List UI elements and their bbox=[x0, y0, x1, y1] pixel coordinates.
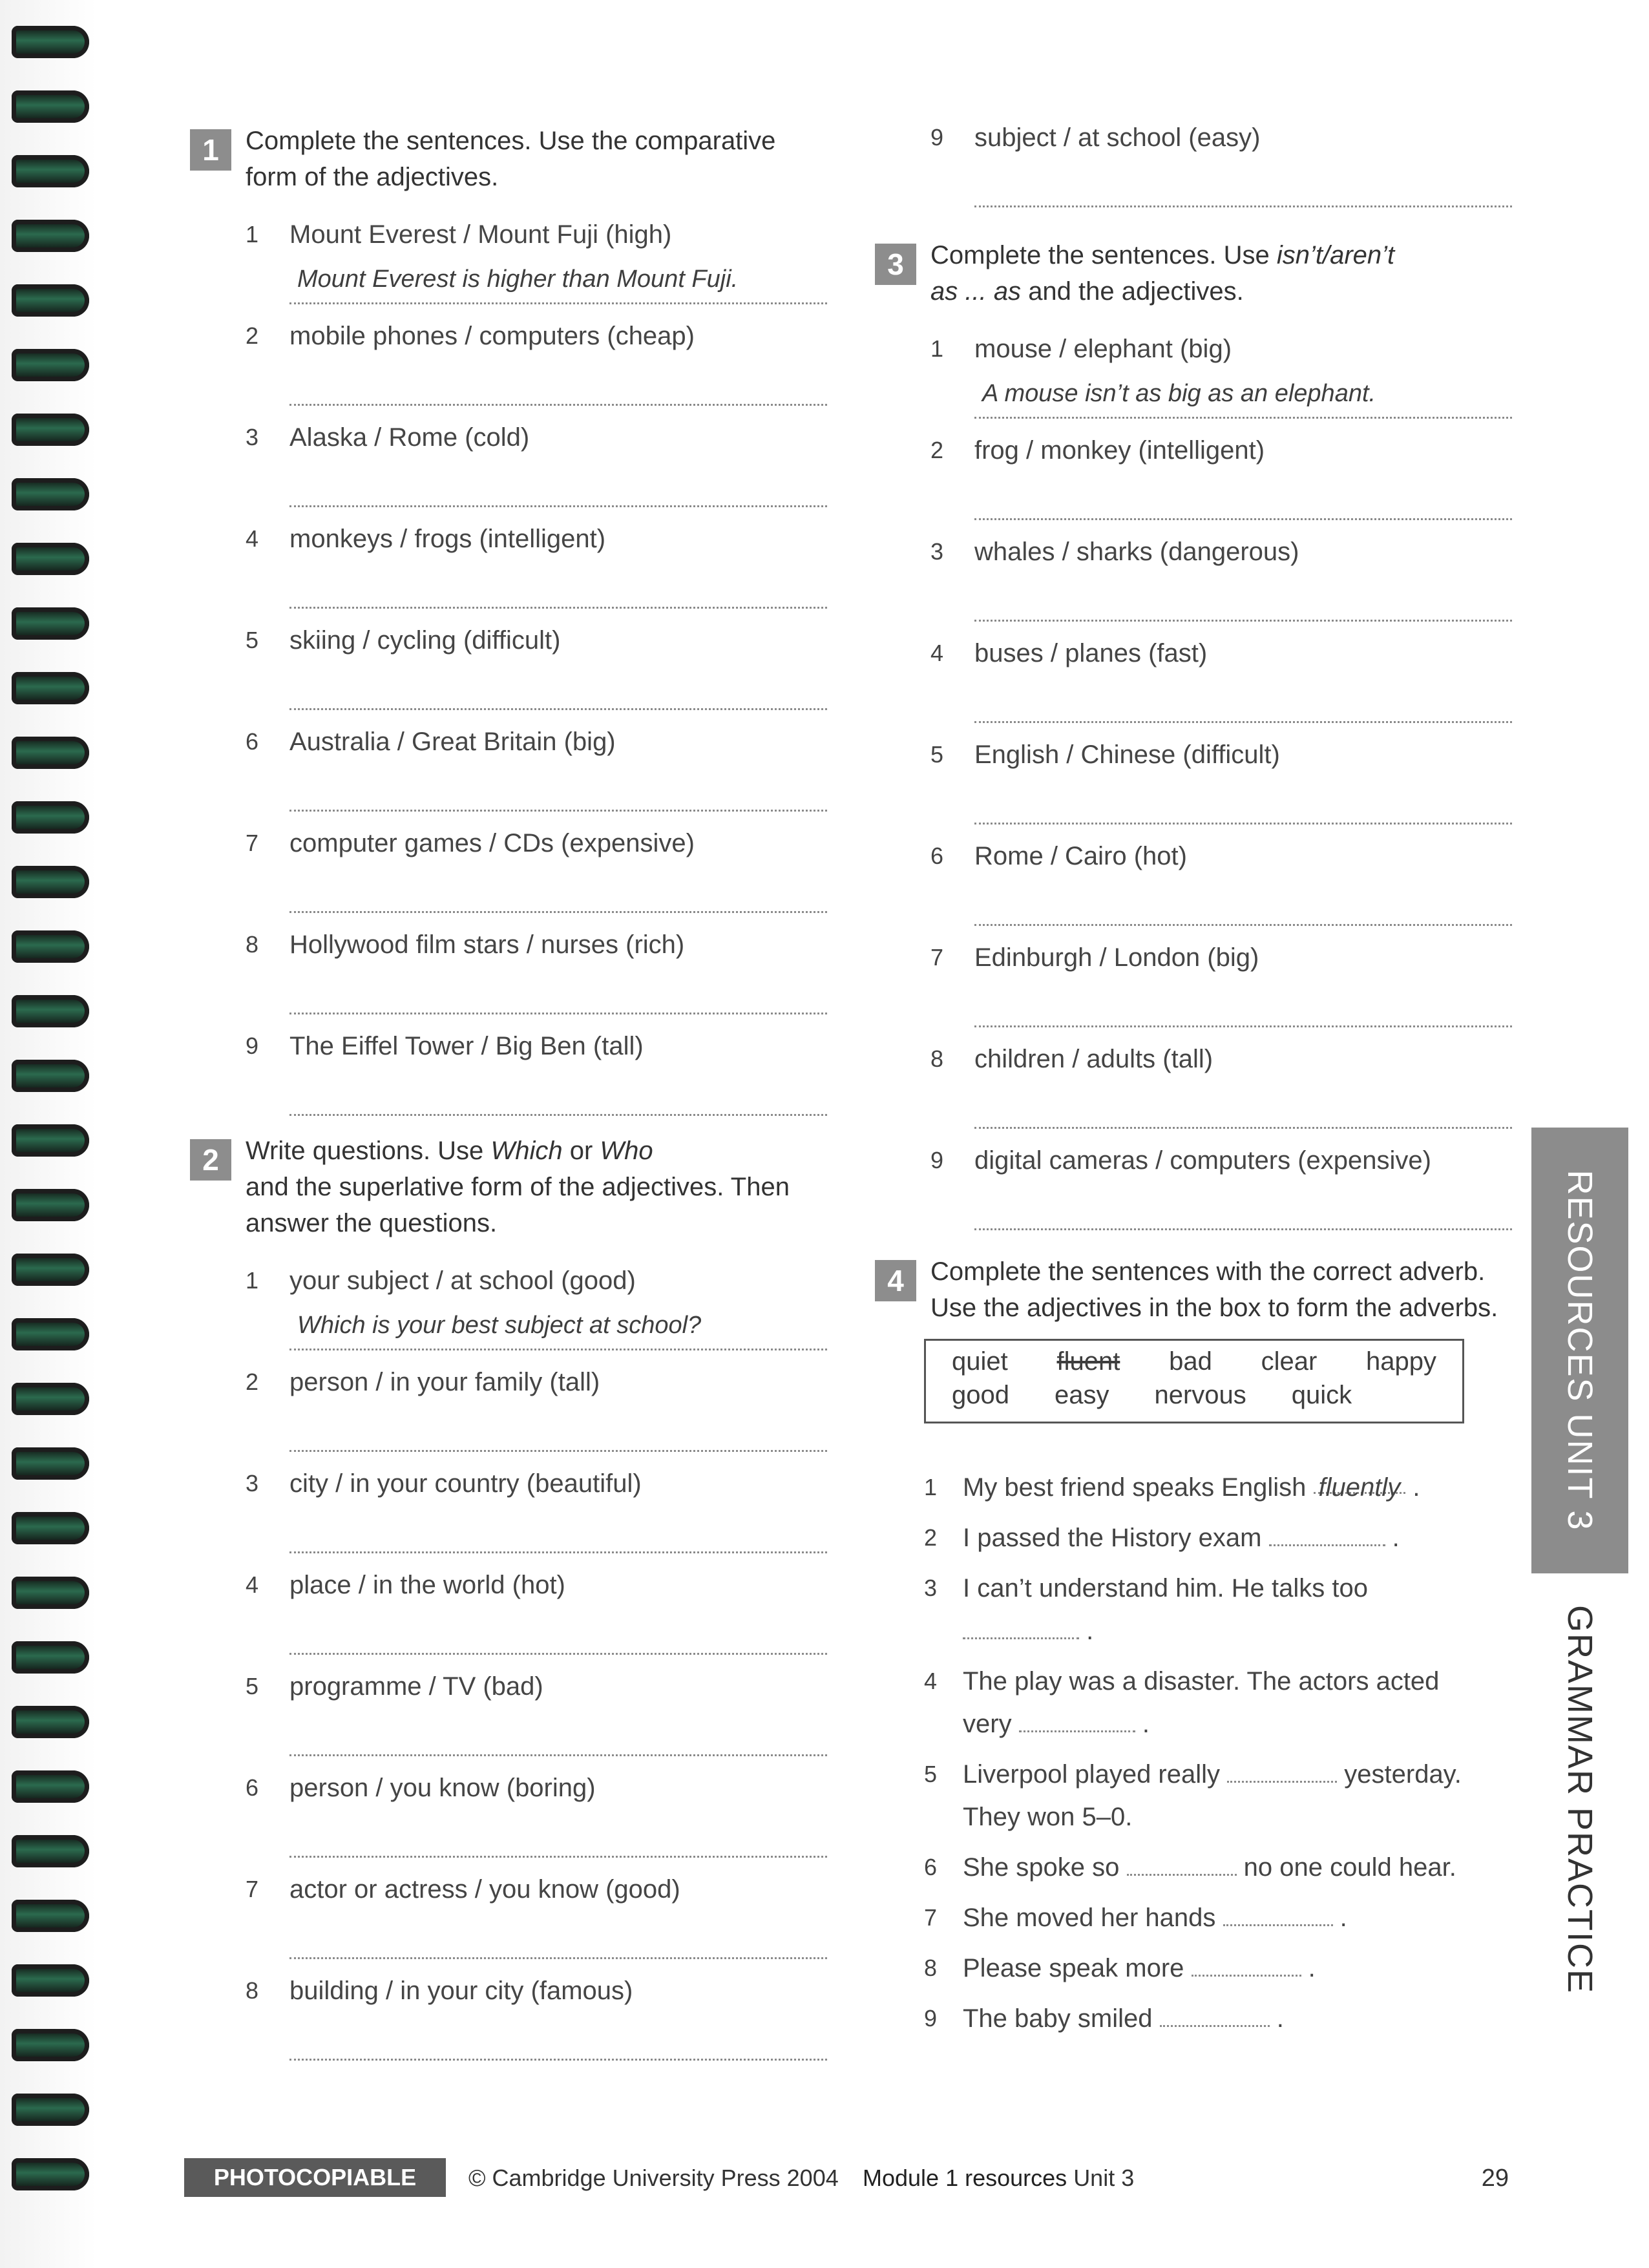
instruction-text: Write questions. Use bbox=[246, 1137, 484, 1165]
exercise-number-badge: 1 bbox=[190, 129, 231, 171]
blank-line[interactable] bbox=[1127, 1848, 1237, 1876]
item-number: 2 bbox=[246, 322, 259, 349]
item-prompt: building / in your city (famous) bbox=[289, 1977, 633, 2005]
binding-ring bbox=[12, 1641, 89, 1674]
word-box-word: easy bbox=[1054, 1381, 1109, 1409]
section-tab bbox=[1531, 1128, 1628, 1573]
sentence-start: Liverpool played really bbox=[963, 1760, 1221, 1789]
word-box-word: quick bbox=[1291, 1381, 1352, 1409]
item-prompt: actor or actress / you know (good) bbox=[289, 1875, 680, 1904]
exercise-4-heading bbox=[866, 1254, 1512, 1326]
exercise-item bbox=[924, 1947, 1512, 1990]
sentence-end: yesterday. They won 5–0. bbox=[963, 1760, 1462, 1831]
word-box-word: clear bbox=[1261, 1347, 1318, 1376]
sentence-end: no one could hear. bbox=[1243, 1853, 1456, 1882]
item-prompt: subject / at school (easy) bbox=[974, 123, 1261, 152]
exercise-item bbox=[930, 1146, 1512, 1247]
item-number: 1 bbox=[924, 1474, 938, 1500]
exercise-item bbox=[246, 1672, 827, 1773]
answer-line[interactable] bbox=[289, 2035, 827, 2061]
item-number: 6 bbox=[246, 1774, 259, 1801]
item-prompt: your subject / at school (good) bbox=[289, 1266, 636, 1295]
exercise-item bbox=[924, 1660, 1493, 1745]
sentence-end: . bbox=[1276, 2004, 1284, 2033]
exercise-item bbox=[930, 638, 1512, 740]
item-prompt: digital cameras / computers (expensive) bbox=[974, 1146, 1431, 1175]
answer-line[interactable] bbox=[289, 1091, 827, 1116]
exercise-2-items bbox=[246, 1266, 827, 2077]
blank-line[interactable] bbox=[1223, 1898, 1333, 1926]
exercise-instruction bbox=[930, 237, 1512, 310]
sentence-start: My best friend speaks English bbox=[963, 1473, 1307, 1502]
answer-line[interactable] bbox=[289, 685, 827, 710]
answer-line[interactable] bbox=[289, 888, 827, 913]
answer-line[interactable] bbox=[974, 1104, 1512, 1129]
exercise-item bbox=[930, 537, 1512, 638]
exercise-item bbox=[246, 321, 827, 423]
item-number: 7 bbox=[930, 944, 944, 971]
copyright-notice: © Cambridge University Press 2004 bbox=[468, 2165, 839, 2191]
item-number: 9 bbox=[924, 2005, 938, 2032]
instruction-text: and the adjectives. bbox=[1028, 277, 1244, 306]
exercise-instruction bbox=[246, 1133, 827, 1241]
word-box-word: happy bbox=[1366, 1347, 1436, 1376]
item-number: 5 bbox=[930, 741, 944, 768]
binding-ring bbox=[12, 1900, 89, 1932]
exercise-item bbox=[246, 930, 827, 1031]
item-prompt: programme / TV (bad) bbox=[289, 1672, 543, 1701]
binding-ring bbox=[12, 1189, 89, 1221]
item-prompt: monkeys / frogs (intelligent) bbox=[289, 525, 606, 553]
item-prompt: frog / monkey (intelligent) bbox=[974, 436, 1265, 465]
exercise-number-badge: 4 bbox=[875, 1260, 916, 1301]
item-number: 5 bbox=[246, 627, 259, 653]
sentence-start: Please speak more bbox=[963, 1954, 1184, 1982]
binding-ring bbox=[12, 26, 89, 58]
item-number: 4 bbox=[246, 525, 259, 552]
binding-ring bbox=[12, 90, 89, 123]
exercise-item bbox=[930, 334, 1512, 436]
answer-line[interactable] bbox=[289, 1630, 827, 1655]
item-number: 2 bbox=[924, 1524, 938, 1551]
right-column bbox=[866, 123, 1512, 2126]
item-number: 3 bbox=[924, 1575, 938, 1601]
exercise-item bbox=[246, 1266, 827, 1367]
answer-line[interactable] bbox=[974, 1002, 1512, 1027]
page-footer bbox=[184, 2158, 1509, 2197]
exercise-3-items bbox=[930, 334, 1512, 1247]
item-prompt: Australia / Great Britain (big) bbox=[289, 728, 616, 756]
exercise-1-items bbox=[246, 220, 827, 1133]
answer-line[interactable] bbox=[974, 901, 1512, 926]
exercise-item bbox=[930, 740, 1512, 841]
item-prompt: Rome / Cairo (hot) bbox=[974, 842, 1187, 870]
sentence-start: The play was a disaster. The actors acted very bbox=[963, 1667, 1440, 1738]
binding-ring bbox=[12, 414, 89, 446]
blank-line[interactable] bbox=[1019, 1705, 1135, 1732]
item-prompt: computer games / CDs (expensive) bbox=[289, 829, 695, 857]
exercise-2-heading bbox=[181, 1133, 827, 1241]
binding-ring bbox=[12, 543, 89, 575]
item-prompt: children / adults (tall) bbox=[974, 1045, 1213, 1073]
binding-ring bbox=[12, 1060, 89, 1092]
binding-ring bbox=[12, 2158, 89, 2190]
binding-ring bbox=[12, 801, 89, 834]
exercise-item bbox=[246, 423, 827, 524]
binding-ring bbox=[12, 866, 89, 898]
instruction-keyword: Which bbox=[490, 1137, 563, 1165]
answer-line[interactable] bbox=[289, 381, 827, 406]
exercise-item bbox=[930, 841, 1512, 943]
word-box-row bbox=[952, 1381, 1436, 1410]
sentence-end: . bbox=[1392, 1524, 1400, 1552]
exercise-item bbox=[246, 828, 827, 930]
instruction-keyword: as ... as bbox=[930, 277, 1022, 306]
exercise-item bbox=[930, 123, 1512, 224]
example-answer: Mount Everest is higher than Mount Fuji. bbox=[297, 266, 739, 293]
item-number: 7 bbox=[246, 1876, 259, 1902]
binding-ring bbox=[12, 2094, 89, 2126]
exercise-4-items bbox=[924, 1466, 1512, 2040]
photocopiable-badge: PHOTOCOPIABLE bbox=[184, 2158, 446, 2197]
item-prompt: skiing / cycling (difficult) bbox=[289, 626, 561, 655]
word-box-row bbox=[952, 1347, 1436, 1376]
binding-ring bbox=[12, 220, 89, 252]
binding-ring bbox=[12, 1254, 89, 1286]
answer-line[interactable] bbox=[974, 596, 1512, 622]
item-number: 5 bbox=[924, 1761, 938, 1787]
item-number: 4 bbox=[246, 1571, 259, 1598]
sentence-end: . bbox=[1308, 1954, 1316, 1982]
exercise-item bbox=[930, 943, 1512, 1044]
word-box-word: good bbox=[952, 1381, 1009, 1409]
item-number: 5 bbox=[246, 1673, 259, 1699]
item-number: 9 bbox=[930, 124, 944, 151]
binding-ring bbox=[12, 930, 89, 963]
item-prompt: The Eiffel Tower / Big Ben (tall) bbox=[289, 1032, 644, 1060]
item-number: 8 bbox=[930, 1045, 944, 1072]
binding-ring bbox=[12, 1835, 89, 1867]
exercise-instruction: Complete the sentences with the correct adverb. Use the adjectives in the box to form the adverbs. bbox=[930, 1257, 1498, 1322]
example-answer: fluently bbox=[1314, 1466, 1406, 1494]
sentence-start: I can’t understand him. He talks too bbox=[963, 1574, 1368, 1602]
blank-line[interactable] bbox=[1160, 1999, 1270, 2027]
left-column bbox=[181, 123, 827, 2126]
item-number: 8 bbox=[246, 1977, 259, 2004]
answer-line[interactable] bbox=[289, 989, 827, 1014]
binding-ring bbox=[12, 995, 89, 1027]
exercise-1-heading bbox=[181, 123, 827, 195]
binding-ring bbox=[12, 1318, 89, 1350]
answer-line[interactable] bbox=[974, 182, 1512, 207]
binding-ring bbox=[12, 672, 89, 704]
word-box bbox=[924, 1339, 1464, 1423]
answer-line[interactable] bbox=[289, 1832, 827, 1858]
exercise-item bbox=[246, 1570, 827, 1672]
binding-ring bbox=[12, 1512, 89, 1544]
exercise-item bbox=[924, 1896, 1512, 1939]
exercise-3-heading bbox=[866, 237, 1512, 310]
example-answer: Which is your best subject at school? bbox=[297, 1312, 702, 1339]
item-prompt: buses / planes (fast) bbox=[974, 639, 1208, 667]
exercise-item bbox=[246, 1773, 827, 1874]
item-prompt: person / in your family (tall) bbox=[289, 1368, 600, 1396]
unit-name: Unit 3 bbox=[1073, 2165, 1135, 2191]
item-number: 3 bbox=[246, 1470, 259, 1496]
item-number: 6 bbox=[924, 1854, 938, 1880]
sentence-start: The baby smiled bbox=[963, 2004, 1153, 2033]
exercise-item bbox=[246, 727, 827, 828]
answer-line[interactable] bbox=[289, 1731, 827, 1756]
instruction-text: Complete the sentences. Use bbox=[930, 241, 1270, 269]
item-number: 3 bbox=[246, 424, 259, 450]
sentence-end: . bbox=[1086, 1617, 1094, 1645]
binding-ring bbox=[12, 478, 89, 510]
item-number: 1 bbox=[930, 335, 944, 362]
binding-ring bbox=[12, 1964, 89, 1997]
word-box-word: nervous bbox=[1154, 1381, 1246, 1409]
blank-line[interactable] bbox=[1227, 1755, 1337, 1783]
item-prompt: Edinburgh / London (big) bbox=[974, 943, 1259, 972]
spiral-binding bbox=[0, 0, 97, 2268]
exercise-item bbox=[246, 1976, 827, 2077]
example-answer: A mouse isn’t as big as an elephant. bbox=[982, 380, 1376, 407]
item-number: 8 bbox=[246, 931, 259, 958]
sentence-start: She moved her hands bbox=[963, 1904, 1216, 1932]
exercise-item bbox=[246, 1367, 827, 1469]
sentence-end: . bbox=[1142, 1710, 1150, 1738]
item-prompt: person / you know (boring) bbox=[289, 1774, 596, 1802]
exercise-item bbox=[924, 1466, 1512, 1509]
binding-ring bbox=[12, 607, 89, 640]
blank-line[interactable] bbox=[963, 1612, 1079, 1639]
exercise-item bbox=[246, 1031, 827, 1133]
exercise-item bbox=[246, 220, 827, 321]
item-number: 2 bbox=[930, 437, 944, 463]
binding-ring bbox=[12, 349, 89, 381]
exercise-item bbox=[924, 1567, 1512, 1652]
item-prompt: mouse / elephant (big) bbox=[974, 335, 1232, 363]
answer-line[interactable] bbox=[289, 482, 827, 507]
item-prompt: Hollywood film stars / nurses (rich) bbox=[289, 930, 685, 959]
section-tab-label: RESOURCES UNIT 3 bbox=[1560, 1170, 1599, 1531]
exercise-number-badge: 2 bbox=[190, 1139, 231, 1181]
answer-line[interactable] bbox=[289, 1427, 827, 1452]
item-number: 6 bbox=[246, 728, 259, 755]
instruction-keyword: isn’t/aren’t bbox=[1276, 241, 1395, 269]
item-number: 8 bbox=[924, 1955, 938, 1981]
exercise-item bbox=[924, 1753, 1525, 1838]
binding-ring bbox=[12, 155, 89, 187]
module-name: Module 1 resources bbox=[863, 2165, 1067, 2191]
sentence-end: . bbox=[1413, 1473, 1420, 1502]
item-number: 1 bbox=[246, 1267, 259, 1294]
item-number: 1 bbox=[246, 221, 259, 247]
binding-ring bbox=[12, 737, 89, 769]
answer-line[interactable] bbox=[974, 495, 1512, 520]
exercise-item bbox=[930, 1044, 1512, 1146]
item-number: 3 bbox=[930, 538, 944, 565]
item-number: 4 bbox=[924, 1668, 938, 1694]
item-number: 2 bbox=[246, 1369, 259, 1395]
instruction-text: or bbox=[569, 1137, 593, 1165]
binding-ring bbox=[12, 1124, 89, 1157]
instruction-keyword: Who bbox=[600, 1137, 653, 1165]
blank-line[interactable] bbox=[1269, 1518, 1385, 1546]
item-number: 4 bbox=[930, 640, 944, 666]
answer-line[interactable] bbox=[974, 1205, 1512, 1230]
answer-line[interactable] bbox=[974, 799, 1512, 824]
item-prompt: mobile phones / computers (cheap) bbox=[289, 322, 695, 350]
binding-ring bbox=[12, 1577, 89, 1609]
item-number: 6 bbox=[930, 843, 944, 869]
answer-line[interactable] bbox=[289, 1528, 827, 1553]
word-box-word: quiet bbox=[952, 1347, 1008, 1376]
answer-line[interactable] bbox=[289, 583, 827, 609]
exercise-instruction: Complete the sentences. Use the comparative form of the adjectives. bbox=[246, 127, 776, 191]
exercise-2-items-continued bbox=[930, 123, 1512, 224]
answer-line[interactable] bbox=[289, 1934, 827, 1959]
exercise-item bbox=[246, 625, 827, 727]
item-prompt: Alaska / Rome (cold) bbox=[289, 423, 530, 452]
blank-line[interactable] bbox=[1192, 1949, 1301, 1977]
module-label bbox=[863, 2165, 1134, 2192]
exercise-item bbox=[246, 1874, 827, 1976]
sentence-end: . bbox=[1339, 1904, 1347, 1932]
binding-ring bbox=[12, 284, 89, 317]
exercise-item bbox=[924, 1517, 1512, 1559]
item-prompt: city / in your country (beautiful) bbox=[289, 1469, 642, 1498]
instruction-text: and the superlative form of the adjectives. Then answer the questions. bbox=[246, 1173, 790, 1237]
item-prompt: English / Chinese (difficult) bbox=[974, 740, 1280, 769]
answer-line[interactable] bbox=[289, 786, 827, 812]
exercise-number-badge: 3 bbox=[875, 244, 916, 285]
exercise-item bbox=[924, 1846, 1512, 1889]
exercise-item bbox=[246, 1469, 827, 1570]
item-number: 7 bbox=[924, 1904, 938, 1931]
sentence-start: She spoke so bbox=[963, 1853, 1120, 1882]
item-number: 7 bbox=[246, 830, 259, 856]
item-prompt: place / in the world (hot) bbox=[289, 1571, 565, 1599]
section-title-label: GRAMMAR PRACTICE bbox=[1560, 1604, 1599, 1995]
binding-ring bbox=[12, 1706, 89, 1738]
word-box-word: bad bbox=[1169, 1347, 1212, 1376]
item-number: 9 bbox=[246, 1033, 259, 1059]
binding-ring bbox=[12, 1383, 89, 1415]
binding-ring bbox=[12, 1447, 89, 1480]
exercise-item bbox=[930, 436, 1512, 537]
section-title bbox=[1531, 1596, 1628, 2003]
exercise-item bbox=[246, 524, 827, 625]
item-prompt: Mount Everest / Mount Fuji (high) bbox=[289, 220, 672, 249]
sentence-start: I passed the History exam bbox=[963, 1524, 1262, 1552]
binding-ring bbox=[12, 2029, 89, 2061]
binding-ring bbox=[12, 1770, 89, 1803]
item-number: 9 bbox=[930, 1147, 944, 1173]
word-box-word-used: fluent bbox=[1056, 1347, 1120, 1376]
answer-line[interactable] bbox=[974, 698, 1512, 723]
page-number: 29 bbox=[1481, 2165, 1509, 2192]
exercise-item bbox=[924, 1997, 1512, 2040]
item-prompt: whales / sharks (dangerous) bbox=[974, 538, 1299, 566]
